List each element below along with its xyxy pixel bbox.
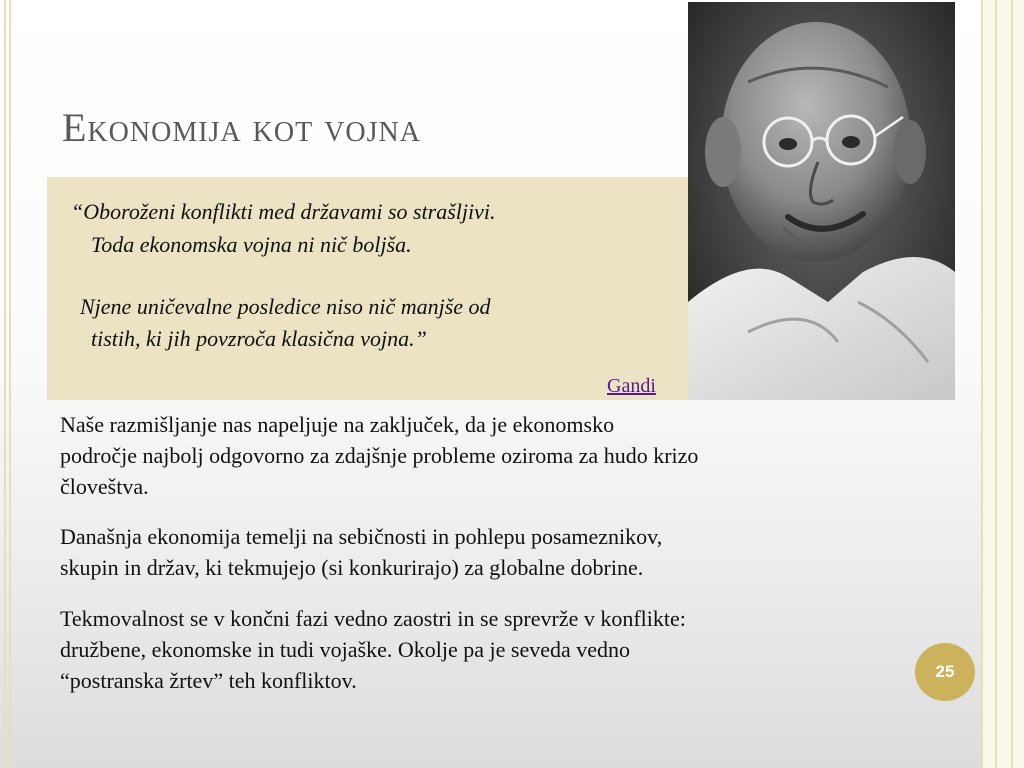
paragraph-1-line-1: Naše razmišljanje nas napeljuje na zaključek, da je ekonomsko [60,412,615,437]
quote-line-1: “Oboroženi konflikti med državami so strašljivi. [71,199,496,224]
paragraph-3 [60,603,920,696]
paragraph-1-line-2: področje najbolj odgovorno za zdajšnje probleme oziroma za hudo krizo [60,443,699,468]
right-border-decoration [981,0,1024,768]
paragraph-1-line-3: človeštva. [60,474,149,499]
slide-title: Ekonomija kot vojna [62,105,421,150]
paragraph-2-line-1: Današnja ekonomija temelji na sebičnosti in pohlepu posameznikov, [60,524,663,549]
quote-line-4: tistih, ki jih povzroča klasična vojna.” [91,326,427,351]
author-link[interactable]: Gandi [607,375,656,397]
paragraph-3-line-3: “postranska žrtev” teh konfliktov. [60,668,357,693]
gandhi-portrait [688,2,955,400]
quote-line-2: Toda ekonomska vojna ni nič boljša. [91,232,412,257]
paragraph-3-line-1: Tekmovalnost se v končni fazi vedno zaostri in se sprevrže v konflikte: [60,606,686,631]
paragraph-3-line-2: družbene, ekonomske in tudi vojaške. Okolje pa je seveda vedno [60,637,631,662]
page-number-badge: 25 [915,643,975,701]
paragraph-1 [60,409,920,502]
quote-box [47,177,688,400]
left-border-decoration [4,0,11,768]
paragraph-2-line-2: skupin in držav, ki tekmujejo (si konkurirajo) za globalne dobrine. [60,555,644,580]
quote-line-3: Njene uničevalne posledice niso nič manjše od [80,294,491,319]
paragraph-2 [60,521,920,583]
